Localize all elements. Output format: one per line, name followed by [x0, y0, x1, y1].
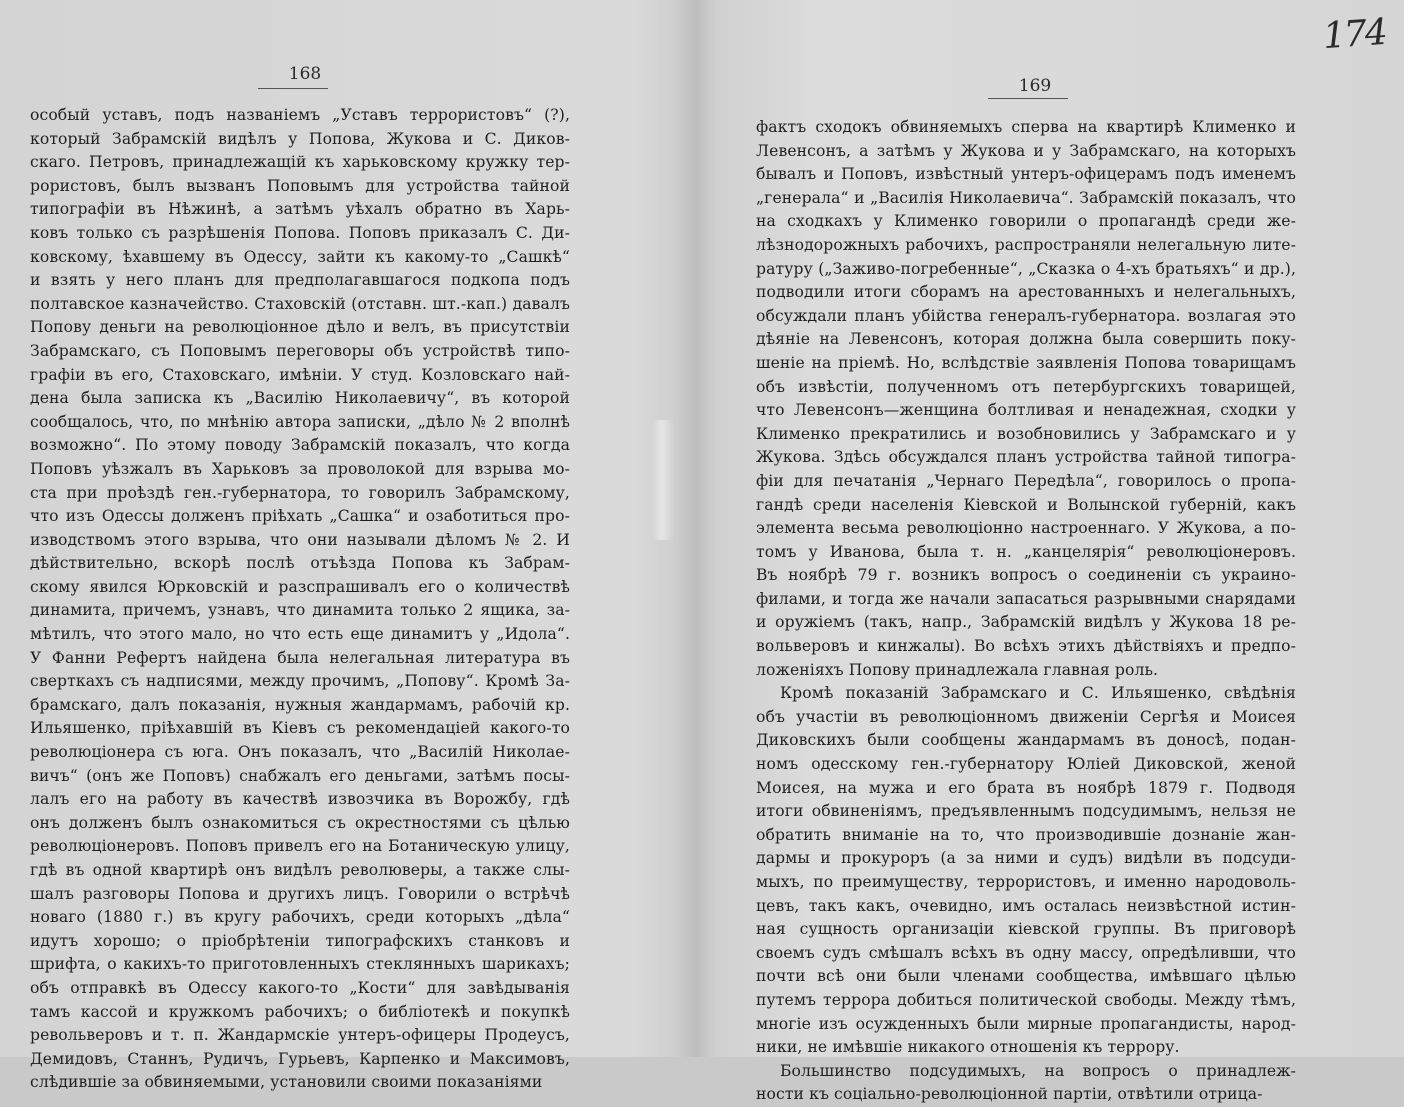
text-line: Левенсонъ, а затѣмъ у Жукова и у Забрамскаго, на которыхъ [756, 141, 1296, 160]
text-line: скому явился Юрковскій и разспрашивалъ его о количествѣ [30, 577, 570, 596]
page-number-right: 169 [1018, 76, 1052, 96]
text-line: обратить вниманіе на то, что производившіе дознаніе жан- [756, 825, 1296, 844]
text-line: шрифта, о какихъ-то приготовленныхъ стеклянныхъ шарикахъ; [30, 955, 570, 974]
text-line: „генерала“ и „Василія Николаевича“. Забрамскій показалъ, что [756, 188, 1296, 207]
text-line: ложеніяхъ Попову принадлежала главная роль. [756, 660, 1159, 679]
text-line: ности къ соціально-революціонной партіи, отвѣтили отрица- [756, 1085, 1263, 1104]
text-line: скаго. Петровъ, принадлежащій къ харьковскому кружку тер- [30, 153, 570, 172]
text-line: шеніе на пріемѣ. Но, вслѣдствіе заявленія Попова товарищамъ [756, 353, 1296, 372]
text-line: Забрамскаго, съ Поповымъ переговоры объ устройствѣ типо- [30, 341, 570, 360]
text-line: цевъ, такъ какъ, очевидно, имъ осталась неизвѣстной истин- [756, 896, 1296, 915]
text-line: револьверовъ и т. п. Жандармскіе унтеръ-офицеры Продеусъ, [30, 1026, 570, 1045]
text-line: дена была записка къ „Василію Николаевичу“, въ которой [30, 389, 570, 408]
text-line: ковъ только съ разрѣшенія Попова. Поповъ приказалъ С. Ди- [30, 223, 570, 242]
text-line: гандѣ среди населенія Кіевской и Волынской губерній, какъ [756, 495, 1296, 514]
text-line: итоги обвиненіямъ, предъявленнымъ подсудимымъ, нельзя не [756, 802, 1296, 821]
text-line: дармы и прокуроръ (а за ними и судъ) видѣли въ подсуди- [756, 849, 1296, 868]
text-line: фіи для печатанія „Чернаго Передѣла“, говорилось о пропа- [756, 471, 1296, 490]
text-line: номъ одесскому ген.-губернатору Юліей Диковской, женой [756, 755, 1296, 774]
text-line: филами, и тогда же начали запасаться разрывными снарядами [756, 589, 1296, 608]
text-line: изводствомъ этого взрыва, что они называли дѣломъ № 2. И [30, 530, 570, 549]
text-line: почти всѣ они были членами сообщества, имѣвшаго цѣлью [756, 967, 1296, 986]
text-line: онъ долженъ былъ ознакомиться съ окрестностями съ цѣлью [30, 813, 570, 832]
text-line: Ильяшенко, пріѣхавшій въ Кіевъ съ рекомендаціей какого-то [30, 719, 570, 738]
text-line: возможно“. По этому поводу Забрамскій показалъ, что когда [30, 436, 570, 455]
left-page-text [30, 104, 570, 1095]
text-line: лѣзнодорожныхъ рабочихъ, распространяли нелегальную лите- [756, 235, 1296, 254]
text-line: гдѣ въ одной квартирѣ онъ видѣлъ революверы, а также слы- [30, 861, 570, 879]
text-line: Поповъ уѣзжалъ въ Харьковъ за проволокой для взрыва мо- [30, 459, 570, 478]
text-line: У Фанни Рефертъ найдена была нелегальная литература въ [30, 648, 570, 667]
text-line: дѣяніе на Левенсонъ, которая должна была совершить поку- [756, 330, 1296, 349]
archive-page-stamp: 174 [1321, 11, 1388, 58]
text-line: рористовъ, былъ вызванъ Поповымъ для устройства тайной [30, 176, 570, 195]
text-line: который Забрамскій видѣлъ у Попова, Жукова и С. Диков- [30, 129, 570, 148]
text-line: лалъ его на работу въ качествѣ извозчика въ Ворожбу, гдѣ [30, 790, 570, 809]
right-page-text [756, 116, 1296, 1107]
right-page [660, 0, 1404, 1104]
text-line: новаго (1880 г.) въ кругу рабочихъ, среди которыхъ „дѣла“ [30, 908, 570, 927]
text-line: Жукова. Здѣсь обсуждался планъ устройства тайной типогра- [756, 448, 1296, 467]
text-line: фактъ сходокъ обвиняемыхъ сперва на квартирѣ Клименко и [756, 118, 1296, 136]
text-line: Большинство подсудимыхъ, на вопросъ о принадлеж- [780, 1061, 1296, 1080]
text-line: ратуру („Заживо-погребенные“, „Сказка о 4-хъ братьяхъ“ и др.), [756, 259, 1296, 278]
text-line: Демидовъ, Станнъ, Рудичъ, Гурьевъ, Карпенко и Максимовъ, [30, 1049, 570, 1068]
page-number-left: 168 [288, 64, 322, 84]
text-line: подводили итоги сборамъ на арестованныхъ и нелегальныхъ, [756, 283, 1296, 302]
text-line: что Левенсонъ—женщина болтливая и ненадежная, сходки у [756, 401, 1296, 420]
text-line: ники, не имѣвшіе никакого отношенія къ террору. [756, 1038, 1180, 1057]
text-line: и взять у него планъ для предполагавшагося подкопа подъ [30, 271, 570, 290]
text-line: объ отправкѣ въ Одессу какого-то „Кости“ для завѣдыванія [30, 978, 570, 997]
text-line: типографіи въ Нѣжинѣ, а затѣмъ уѣхалъ обратно въ Харь- [30, 200, 570, 219]
text-line: многіе изъ осужденныхъ были мирные пропагандисты, народ- [756, 1014, 1296, 1033]
text-line: путемъ террора добиться политической свободы. Между тѣмъ, [756, 990, 1296, 1009]
text-line: бывалъ и Поповъ, извѣстный унтеръ-офицерамъ подъ именемъ [756, 165, 1296, 184]
text-line: Попову деньги на революціонное дѣло и велъ, въ присутствіи [30, 318, 570, 337]
text-line: особый уставъ, подъ названіемъ „Уставъ террористовъ“ (?), [30, 106, 570, 124]
text-line: слѣдившіе за обвиняемыми, установили своими показаніями [30, 1073, 543, 1092]
text-line: объ участіи въ революціонномъ движеніи Сергѣя и Моисея [756, 707, 1296, 726]
text-line: Кромѣ показаній Забрамскаго и С. Ильяшенко, свѣдѣнія [780, 684, 1296, 703]
text-line: динамита, причемъ, узнавъ, что динамита только 2 ящика, за- [30, 601, 570, 620]
text-line: полтавское казначейство. Стаховскій (отставн. шт.-кап.) давалъ [30, 294, 570, 313]
text-line: Моисея, на мужа и его брата въ ноябрѣ 1879 г. Подводя [756, 778, 1296, 797]
text-line: революціонеровъ. Поповъ привелъ его на Ботаническую улицу, [30, 837, 570, 856]
text-line: сообщалось, что, по мнѣнію автора записки, „дѣло № 2 вполнѣ [30, 412, 570, 431]
text-line: идутъ хорошо; о пріобрѣтеніи типографскихъ станковъ и [30, 931, 570, 950]
text-line: шалъ разговоры Попова и другихъ лицъ. Говорили о встрѣчѣ [30, 884, 570, 903]
text-line: мѣтилъ, что этого мало, но что есть еще динамитъ у „Идола“. [30, 625, 570, 644]
text-line: дѣйствительно, вскорѣ послѣ отъѣзда Попова къ Забрам- [30, 554, 570, 573]
text-line: что изъ Одессы долженъ пріѣхать „Сашка“ и озаботиться про- [30, 507, 570, 526]
text-line: объ извѣстіи, полученномъ отъ петербургскихъ товарищей, [756, 377, 1296, 396]
text-line: тамъ кассой и кружкомъ рабочихъ; о библіотекѣ и покупкѣ [30, 1002, 570, 1021]
text-line: элемента весьма революціонно настроеннаго. У Жукова, а по- [756, 519, 1296, 538]
text-line: своемъ судъ смѣшалъ всѣхъ въ одну массу, опредѣливши, что [756, 943, 1296, 962]
text-line: сверткахъ съ надписями, между прочимъ, „Попову“. Кромѣ За- [30, 672, 570, 691]
text-line: томъ у Иванова, была т. н. „канцелярія“ революціонеровъ. [756, 542, 1296, 561]
text-line: Въ ноябрѣ 79 г. возникъ вопросъ о соединеніи съ украино- [756, 566, 1296, 585]
header-rule-right [988, 98, 1068, 99]
text-line: вичъ“ (онъ же Поповъ) снабжалъ его деньгами, затѣмъ посы- [30, 766, 570, 785]
text-line: брамскаго, далъ показанія, нужныя жандармамъ, рабочій кр. [30, 695, 570, 714]
text-line: и оружіемъ (такъ, напр., Забрамскій видѣлъ у Жукова 18 ре- [756, 613, 1296, 632]
text-line: революціонера съ юга. Онъ показалъ, что „Василій Николае- [30, 743, 570, 762]
text-line: мыхъ, по преимуществу, террористовъ, и именно народоволь- [756, 873, 1296, 891]
header-rule-left [258, 88, 328, 89]
text-line: Клименко прекратились и возобновились у Забрамскаго и у [756, 424, 1296, 443]
text-line: ная сущность организаціи кіевской группы. Въ приговорѣ [756, 920, 1296, 939]
text-line: ковскому, ѣхавшему въ Одессу, зайти къ какому-то „Сашкѣ“ [30, 247, 570, 266]
text-line: Диковскихъ были сообщены жандармамъ въ доносѣ, подан- [756, 731, 1296, 750]
left-page [0, 0, 660, 1092]
text-line: графіи въ его, Стаховскаго, имѣніи. У студ. Козловскаго най- [30, 365, 570, 384]
text-line: ста при проѣздѣ ген.-губернатора, то говорилъ Забрамскому, [30, 483, 570, 502]
text-line: обсуждали планъ убійства генералъ-губернатора. возлагая это [756, 306, 1296, 325]
text-line: на сходкахъ у Клименко говорили о пропагандѣ среди же- [756, 212, 1296, 231]
text-line: вольверовъ и кинжалы). Во всѣхъ этихъ дѣйствіяхъ и предпо- [756, 637, 1296, 656]
